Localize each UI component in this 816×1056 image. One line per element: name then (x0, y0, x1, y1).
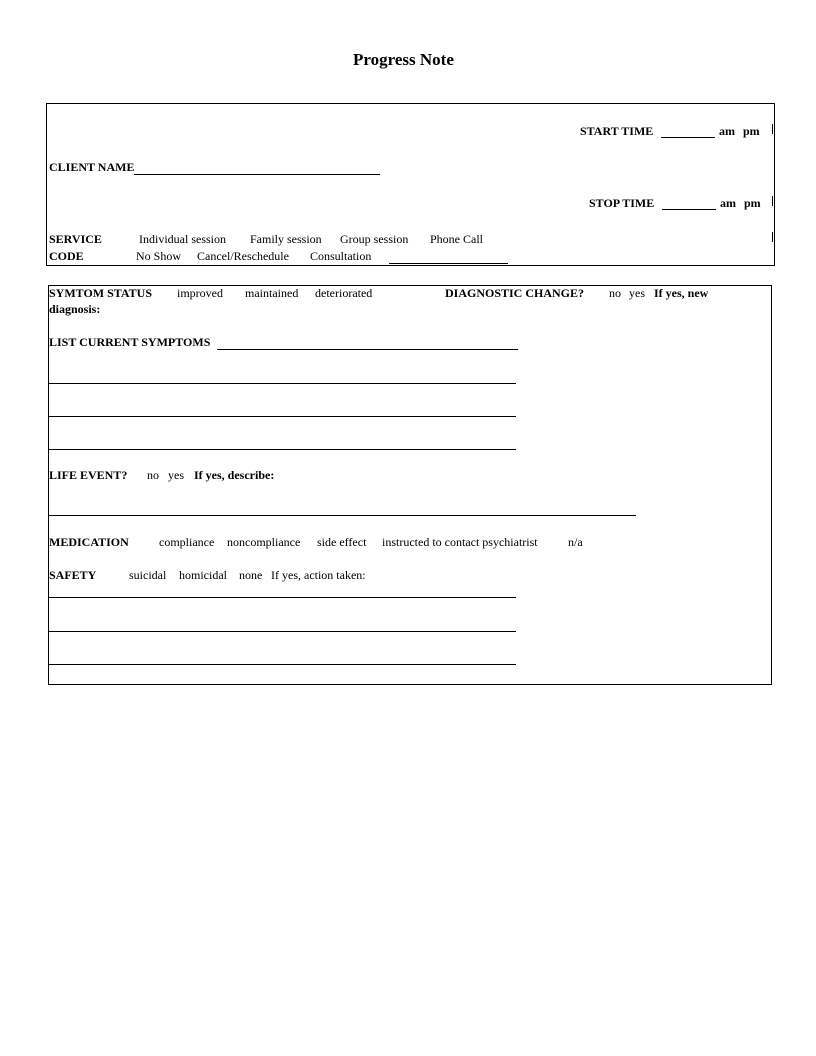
code-option-cancel[interactable]: Cancel/Reschedule (197, 249, 289, 263)
page-title: Progress Note (353, 50, 454, 69)
stop-time-field[interactable] (662, 209, 716, 210)
code-option-no-show[interactable]: No Show (136, 249, 182, 263)
life-event-no[interactable]: no (147, 468, 159, 482)
life-event-yes[interactable]: yes (168, 468, 184, 482)
safety-action-field[interactable] (49, 597, 516, 598)
diagnosis-label: diagnosis: (49, 302, 101, 316)
symptom-option-deteriorated[interactable]: deteriorated (315, 286, 373, 300)
diagnostic-change-no[interactable]: no (609, 286, 621, 300)
diagnostic-change-label: DIAGNOSTIC CHANGE? (445, 286, 585, 300)
divider-tick (772, 232, 773, 242)
stop-pm-option[interactable]: pm (744, 196, 761, 210)
symptoms-field[interactable] (49, 449, 516, 450)
client-name-label: CLIENT NAME (49, 160, 135, 174)
medication-option-noncompliance[interactable]: noncompliance (227, 535, 301, 549)
service-option-family[interactable]: Family session (250, 232, 322, 246)
code-other-field[interactable] (389, 263, 508, 264)
life-event-describe-label: If yes, describe: (194, 468, 275, 482)
symptoms-field[interactable] (49, 416, 516, 417)
symptom-option-improved[interactable]: improved (177, 286, 223, 300)
divider-tick (772, 196, 773, 206)
divider-tick (46, 124, 47, 134)
symptom-status-label: SYMTOM STATUS (49, 286, 153, 300)
code-label: CODE (49, 249, 84, 263)
start-time-label: START TIME (580, 124, 654, 138)
service-option-phone[interactable]: Phone Call (430, 232, 483, 246)
life-event-label: LIFE EVENT? (49, 468, 128, 482)
start-time-field[interactable] (661, 137, 715, 138)
safety-action-field[interactable] (49, 664, 516, 665)
safety-label: SAFETY (49, 568, 97, 582)
diagnostic-change-yes[interactable]: yes (629, 286, 645, 300)
symptoms-field[interactable] (49, 383, 516, 384)
medication-option-na[interactable]: n/a (568, 535, 583, 549)
start-pm-option[interactable]: pm (743, 124, 760, 138)
symptoms-field[interactable] (217, 349, 518, 350)
client-name-field[interactable] (134, 174, 380, 175)
if-yes-new-diagnosis-label: If yes, new (654, 286, 709, 300)
service-label: SERVICE (49, 232, 102, 246)
service-option-group[interactable]: Group session (340, 232, 409, 246)
service-option-individual[interactable]: Individual session (139, 232, 226, 246)
divider-tick (46, 196, 47, 206)
safety-option-none[interactable]: none (239, 568, 263, 582)
list-symptoms-label: LIST CURRENT SYMPTOMS (49, 335, 211, 349)
safety-option-suicidal[interactable]: suicidal (129, 568, 167, 582)
code-option-consultation[interactable]: Consultation (310, 249, 372, 263)
stop-time-label: STOP TIME (589, 196, 655, 210)
medication-label: MEDICATION (49, 535, 129, 549)
life-event-field[interactable] (49, 515, 636, 516)
safety-option-homicidal[interactable]: homicidal (179, 568, 227, 582)
symptom-option-maintained[interactable]: maintained (245, 286, 299, 300)
safety-action-field[interactable] (49, 631, 516, 632)
medication-option-contact-psychiatrist[interactable]: instructed to contact psychiatrist (382, 535, 538, 549)
safety-action-label: If yes, action taken: (271, 568, 366, 582)
stop-am-option[interactable]: am (720, 196, 736, 210)
start-am-option[interactable]: am (719, 124, 735, 138)
medication-option-compliance[interactable]: compliance (159, 535, 215, 549)
divider-tick (772, 124, 773, 134)
medication-option-side-effect[interactable]: side effect (317, 535, 367, 549)
